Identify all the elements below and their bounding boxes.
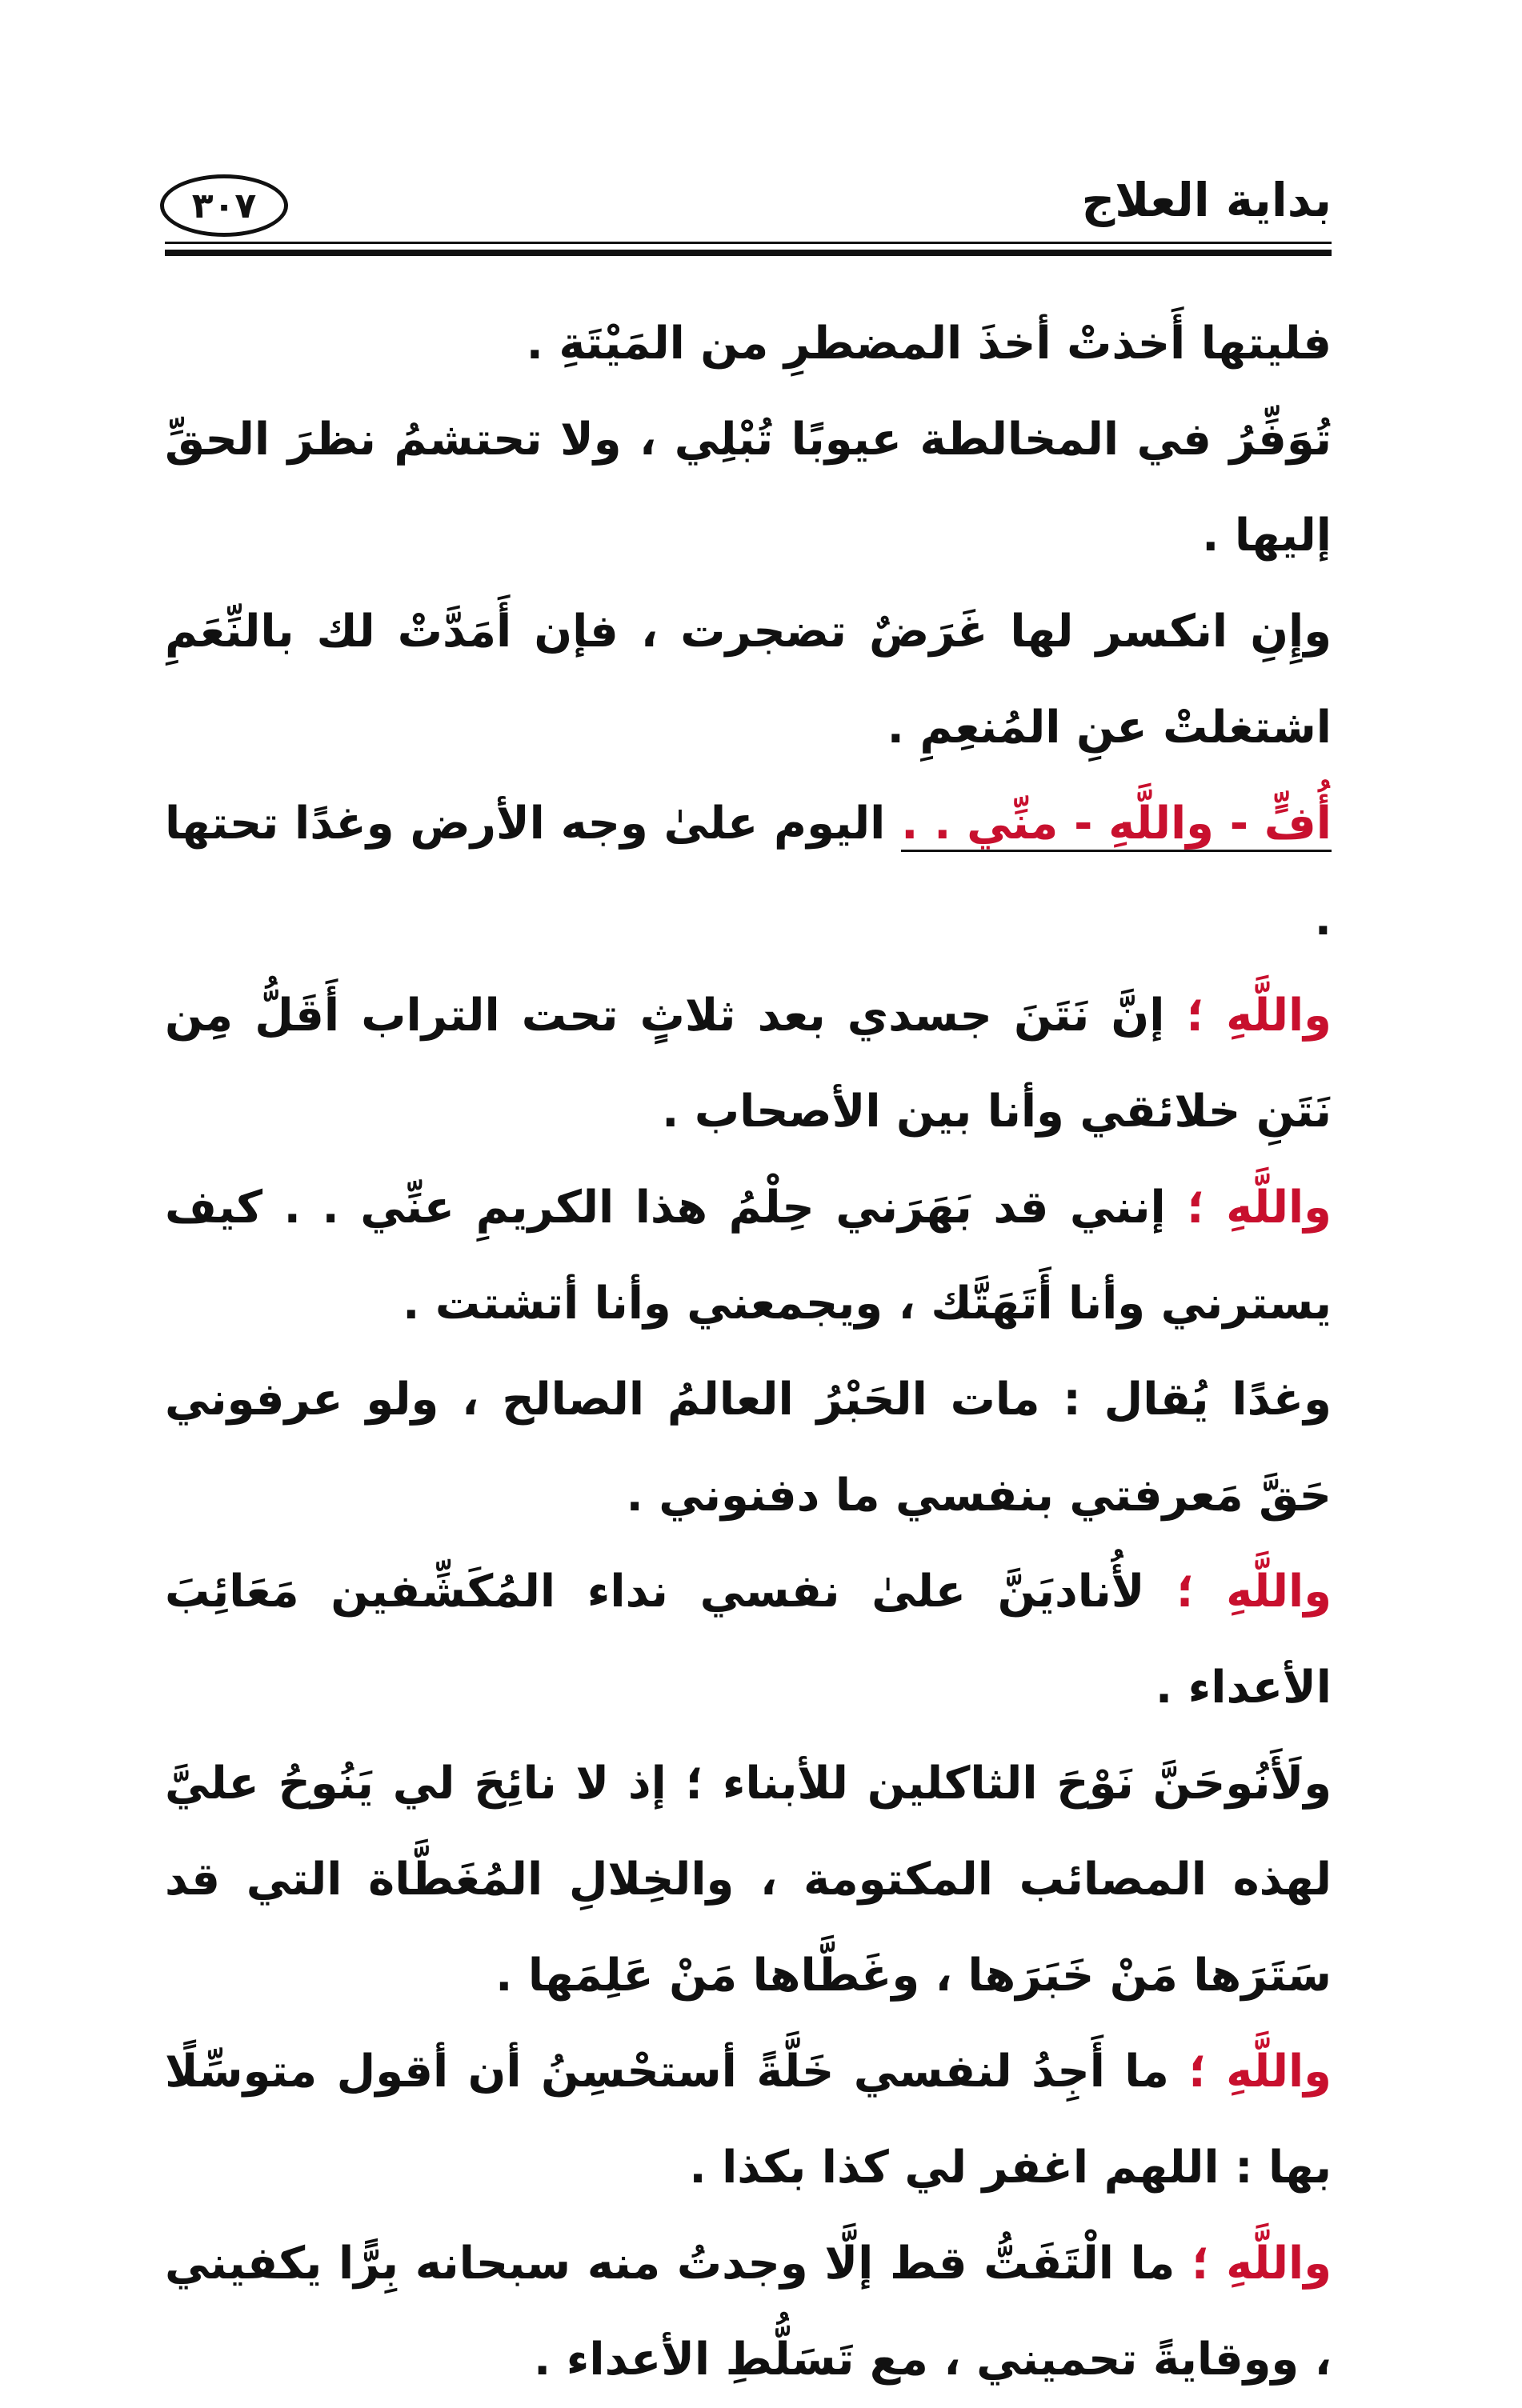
header-rule-thin bbox=[165, 242, 1332, 244]
paragraph bbox=[165, 1160, 1332, 1352]
oath-lead: واللَّهِ ؛ bbox=[1192, 2238, 1332, 2290]
paragraph-text: اليوم علىٰ وجه الأرض وغدًا تحتها . bbox=[165, 798, 1332, 946]
paragraph bbox=[165, 1544, 1332, 1736]
paragraph bbox=[165, 2024, 1332, 2216]
paragraph bbox=[165, 968, 1332, 1160]
paragraph-text: ما أَجِدُ لنفسي خَلَّةً أستحْسِنُ أن أقول متوسِّلًا بها : اللهم اغفر لي كذا بكذا . bbox=[165, 2046, 1332, 2194]
header-rule-thick bbox=[165, 250, 1332, 256]
paragraph bbox=[165, 1736, 1332, 2024]
page-number-text: ٣٠٧ bbox=[191, 185, 257, 226]
page-number bbox=[160, 174, 288, 237]
paragraph-text: لأُناديَنَّ علىٰ نفسي نداء المُكَشِّفين مَعَائِبَ الأعداء . bbox=[165, 1566, 1332, 1714]
paragraph bbox=[165, 776, 1332, 968]
running-title: بداية العلاج bbox=[1081, 173, 1332, 227]
paragraph-text: ولَأَنُوحَنَّ نَوْحَ الثاكلين للأبناء ؛ إذ لا نائِحَ لي يَنُوحُ عليَّ لهذه المصائب المكتومة ، والخِلالِ المُغَطَّاة التي قد سَتَرَها مَنْ خَبَرَها ، وغَطَّاها مَنْ عَلِمَها . bbox=[165, 1758, 1332, 2002]
paragraph-text: ما الْتَفَتُّ قط إلَّا وجدتُ منه سبحانه بِرًّا يكفيني ، ووقايةً تحميني ، مع تَسَلُّطِ الأعداء . bbox=[165, 2238, 1332, 2386]
exclamation-lead: أُفٍّ - واللَّهِ - منِّي . . bbox=[901, 798, 1332, 852]
paragraph bbox=[165, 2216, 1332, 2408]
paragraph-text: وغدًا يُقال : مات الحَبْرُ العالمُ الصالح ، ولو عرفوني حَقَّ مَعرفتي بنفسي ما دفنوني . bbox=[165, 1374, 1332, 1522]
paragraph-text: فليتها أَخذتْ أخذَ المضطرِ من المَيْتَةِ . bbox=[526, 318, 1332, 370]
paragraph bbox=[165, 1352, 1332, 1544]
oath-lead: واللَّهِ ؛ bbox=[1176, 1566, 1332, 1618]
paragraph bbox=[165, 392, 1332, 584]
paragraph-text: إنني قد بَهَرَني حِلْمُ هذا الكريمِ عنِّي . . كيف يسترني وأنا أَتَهَتَّك ، ويجمعني وأنا أتشتت . bbox=[165, 1182, 1332, 1330]
paragraph-text: وإِنِ انكسر لها غَرَضٌ تضجرت ، فإن أَمَدَّتْ لك بالنِّعَمِ اشتغلتْ عنِ المُنعِمِ . bbox=[165, 606, 1332, 754]
paragraph bbox=[165, 584, 1332, 776]
paragraph-text: إنَّ نَتَنَ جسدي بعد ثلاثٍ تحت التراب أَقَلُّ مِن نَتَنِ خلائقي وأنا بين الأصحاب . bbox=[165, 990, 1332, 1138]
oath-lead: واللَّهِ ؛ bbox=[1188, 2046, 1332, 2098]
oath-lead: واللَّهِ ؛ bbox=[1187, 1182, 1332, 1234]
oath-lead: واللَّهِ ؛ bbox=[1186, 990, 1332, 1042]
paragraph bbox=[165, 296, 1332, 392]
body-text bbox=[165, 296, 1332, 2408]
paragraph-text: تُوَفِّرُ في المخالطة عيوبًا تُبْلِي ، ولا تحتشمُ نظرَ الحقِّ إليها . bbox=[165, 414, 1332, 562]
